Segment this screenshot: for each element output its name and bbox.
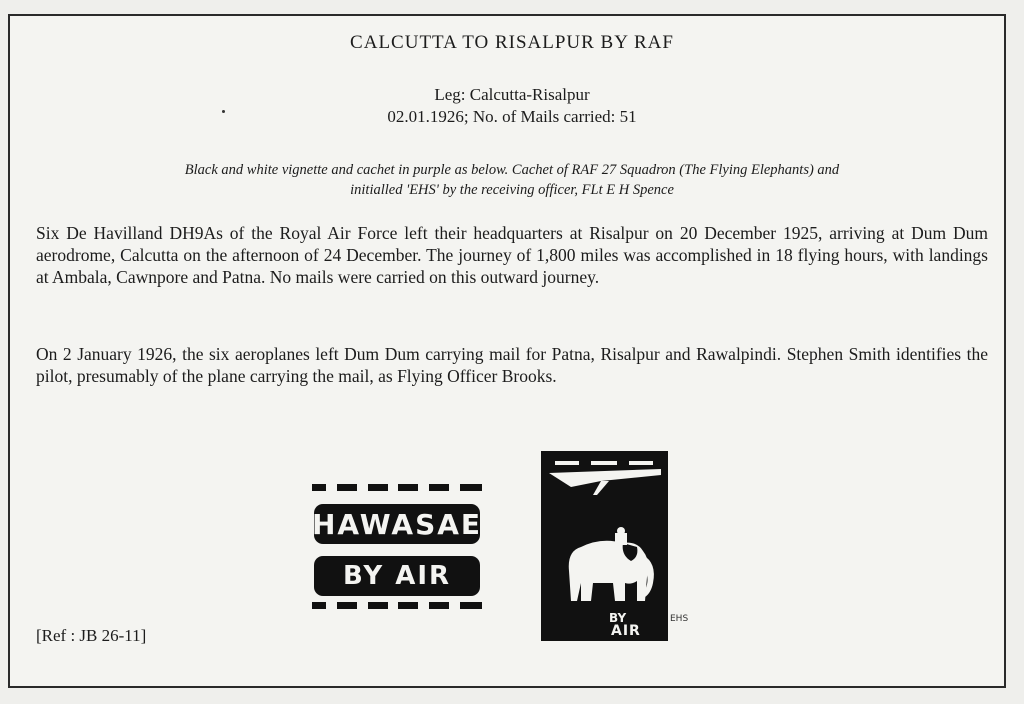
description-line-1: Black and white vignette and cachet in purple as below. Cachet of RAF 27 Squadron (The Flying Elephants) and: [184, 162, 840, 178]
leg-date-mails: 02.01.1926; No. of Mails carried: 51: [387, 107, 637, 126]
description-line-2: initialled 'EHS' by the receiving officer, FLt E H Spence: [350, 182, 674, 198]
page-title: CALCUTTA TO RISALPUR BY RAF: [350, 32, 674, 53]
vignette-by: BY: [609, 611, 627, 625]
paragraph-mail-flight: On 2 January 1926, the six aeroplanes left Dum Dum carrying mail for Patna, Risalpur and Rawalpindi. Stephen Smith identifies the pilot, presumably of the plane carrying the mail, as Flying Officer Brooks.: [36, 344, 988, 386]
cachet-hawasae: HAWASAE: [314, 504, 480, 544]
cachet-dash-top: [312, 484, 482, 491]
leg-route: Leg: Calcutta-Risalpur: [434, 85, 590, 104]
reference: [Ref : JB 26-11]: [36, 626, 147, 645]
elephant-vignette: [541, 451, 668, 641]
item-description: [40, 160, 984, 200]
cachet-dash-bottom: [312, 602, 482, 609]
vignette-initials: EHS: [670, 614, 689, 624]
elephant-aeroplane-icon: [541, 451, 668, 641]
leg-info: [0, 84, 1024, 128]
squadron-cachet: [312, 470, 490, 620]
vignette-air: AIR: [611, 623, 641, 639]
cachet-by-air: BY AIR: [314, 556, 480, 596]
paragraph-outward-journey: Six De Havilland DH9As of the Royal Air Force left their headquarters at Risalpur on 20 December 1925, arriving at Dum Dum aerodrome, Calcutta on the afternoon of 24 December. The journey of 1,800 miles was accomplished in 18 flying hours, with landings at Ambala, Cawnpore and Patna. No mails were carried on this outward journey.: [36, 223, 988, 287]
